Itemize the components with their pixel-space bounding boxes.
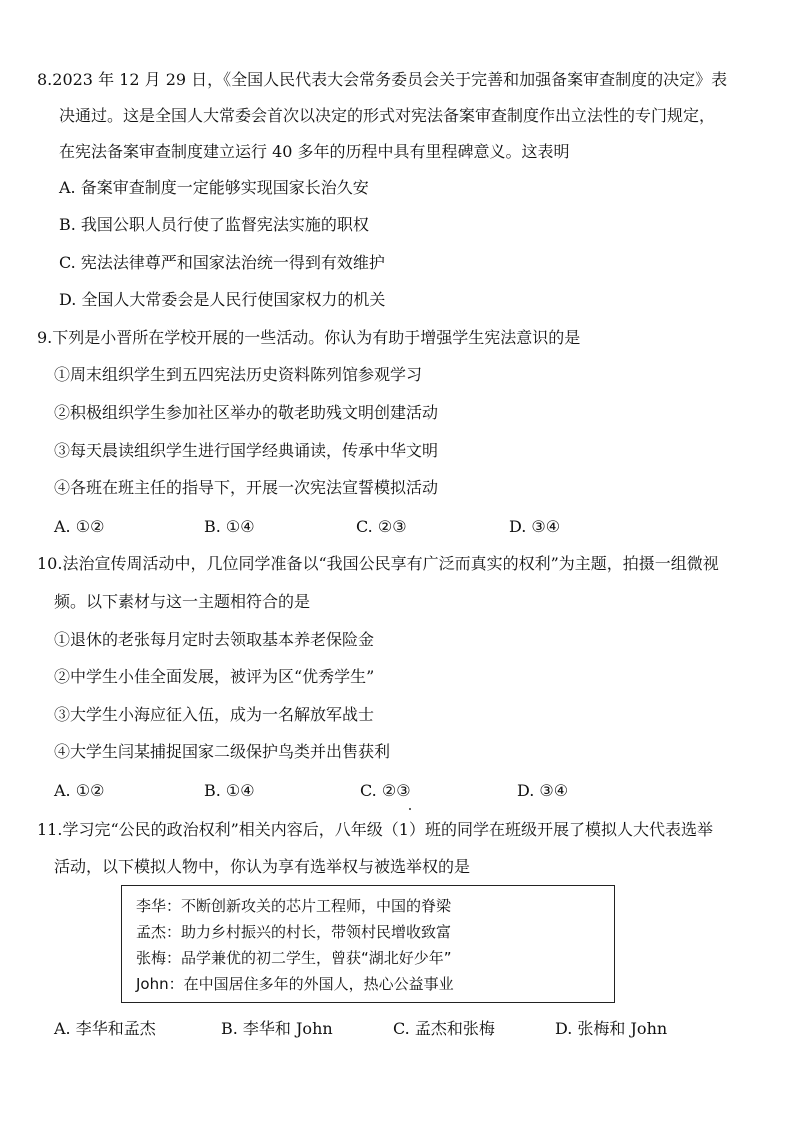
q10-stem-line-2: 频。以下素材与这一主题相符合的是 bbox=[54, 592, 311, 611]
q9-item-2: ②积极组织学生参加社区举办的敬老助残文明创建活动 bbox=[54, 403, 439, 422]
q10-option-d: D. ③④ bbox=[517, 781, 569, 800]
q11-box-line-li-hua: 李华：不断创新攻关的芯片工程师，中国的脊梁 bbox=[136, 897, 452, 915]
q8-option-a: A. 备案审查制度一定能够实现国家长治久安 bbox=[59, 178, 369, 197]
q11-stem-line-2: 活动，以下模拟人物中，你认为享有选举权与被选举权的是 bbox=[54, 857, 471, 876]
q11-option-b: B. 李华和 John bbox=[221, 1019, 333, 1038]
q10-item-2: ②中学生小佳全面发展，被评为区“优秀学生” bbox=[54, 667, 375, 686]
q11-box-line-john: John：在中国居住多年的外国人，热心公益事业 bbox=[136, 975, 454, 993]
q10-option-c: C. ②③ bbox=[360, 781, 411, 800]
q8-stem-line-3: 在宪法备案审查制度建立运行 40 多年的历程中具有里程碑意义。这表明 bbox=[59, 142, 570, 161]
q9-item-3: ③每天晨读组织学生进行国学经典诵读，传承中华文明 bbox=[54, 441, 439, 460]
q8-stem-line-1: 8.2023 年 12 月 29 日，《全国人民代表大会常务委员会关于完善和加强备案审查制度的决定》表 bbox=[37, 70, 728, 89]
q10-item-3: ③大学生小海应征入伍，成为一名解放军战士 bbox=[54, 705, 375, 724]
q9-option-c: C. ②③ bbox=[356, 517, 407, 536]
q9-option-a: A. ①② bbox=[54, 517, 105, 536]
q10-stem-line-1: 10.法治宣传周活动中，几位同学准备以“我国公民享有广泛而真实的权利”为主题，拍摄一组微视 bbox=[37, 554, 719, 573]
q11-option-a: A. 李华和孟杰 bbox=[54, 1019, 156, 1038]
q11-box-line-zhang-mei: 张梅：品学兼优的初二学生，曾获“湖北好少年” bbox=[136, 949, 452, 967]
q11-box-line-meng-jie: 孟杰：助力乡村振兴的村长，带领村民增收致富 bbox=[136, 923, 452, 941]
q11-character-box bbox=[121, 885, 615, 1003]
q11-option-d: D. 张梅和 John bbox=[555, 1019, 668, 1038]
q9-option-b: B. ①④ bbox=[204, 517, 255, 536]
q9-option-d: D. ③④ bbox=[509, 517, 561, 536]
q10-item-1: ①退休的老张每月定时去领取基本养老保险金 bbox=[54, 630, 375, 649]
q8-option-c: C. 宪法法律尊严和国家法治统一得到有效维护 bbox=[59, 253, 385, 272]
q8-option-d: D. 全国人大常委会是人民行使国家权力的机关 bbox=[59, 290, 386, 309]
q10-item-4: ④大学生闫某捕捉国家二级保护鸟类并出售获利 bbox=[54, 742, 391, 761]
q9-stem-line-1: 9.下列是小晋所在学校开展的一些活动。你认为有助于增强学生宪法意识的是 bbox=[37, 328, 581, 347]
q11-option-c: C. 孟杰和张梅 bbox=[393, 1019, 495, 1038]
q9-item-4: ④各班在班主任的指导下，开展一次宪法宣誓模拟活动 bbox=[54, 478, 439, 497]
q10-option-b: B. ①④ bbox=[204, 781, 255, 800]
speck-mark bbox=[409, 808, 411, 810]
q8-stem-line-2: 决通过。这是全国人大常委会首次以决定的形式对宪法备案审查制度作出立法性的专门规定， bbox=[59, 106, 716, 125]
q8-option-b: B. 我国公职人员行使了监督宪法实施的职权 bbox=[59, 215, 369, 234]
q9-item-1: ①周末组织学生到五四宪法历史资料陈列馆参观学习 bbox=[54, 365, 423, 384]
q10-option-a: A. ①② bbox=[54, 781, 105, 800]
q11-stem-line-1: 11.学习完“公民的政治权利”相关内容后，八年级（1）班的同学在班级开展了模拟人大代表选举 bbox=[37, 820, 713, 839]
